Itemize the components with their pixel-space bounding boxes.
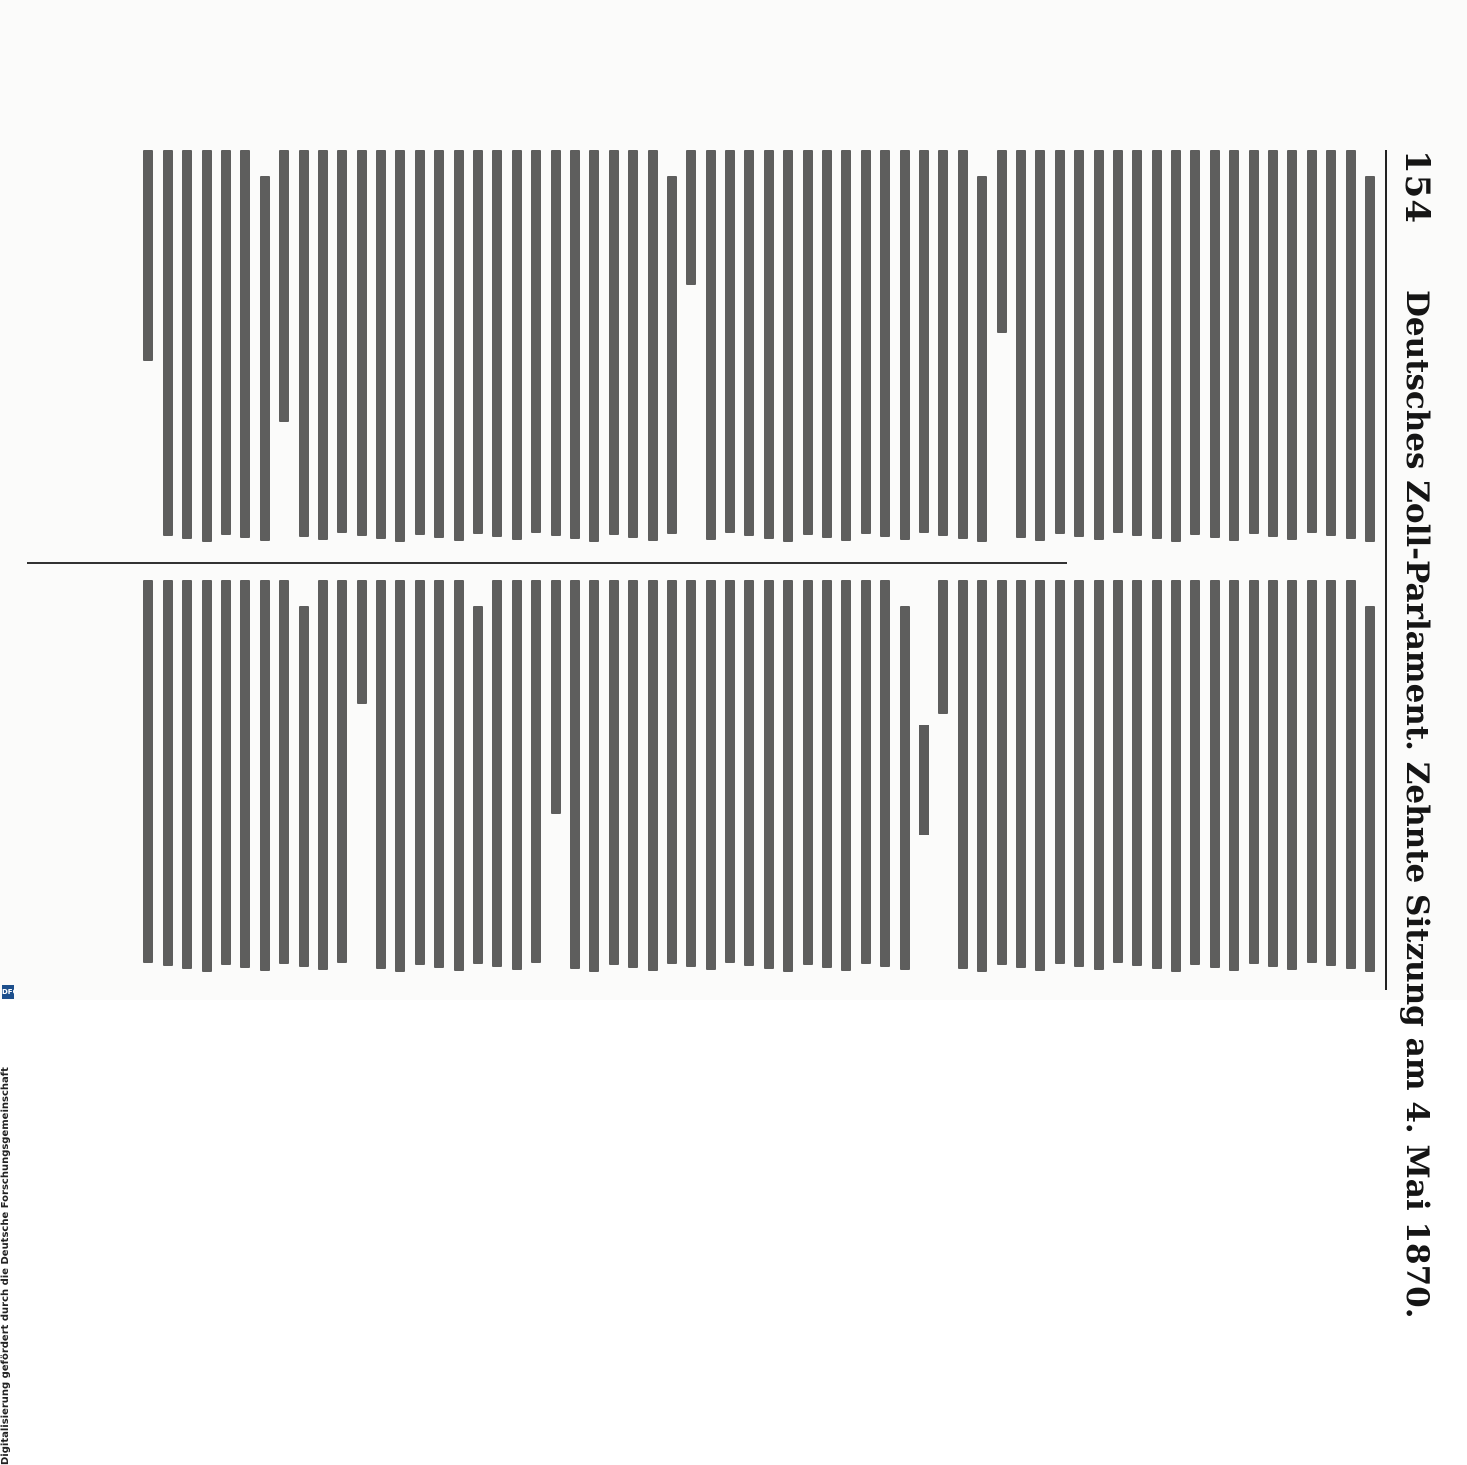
text-line (143, 580, 153, 963)
text-line (202, 580, 212, 972)
text-line (434, 150, 444, 538)
text-line (1287, 150, 1297, 540)
text-line (1152, 580, 1162, 969)
text-line (318, 580, 328, 970)
text-line (240, 580, 250, 968)
text-line (1094, 580, 1104, 970)
text-line (1074, 150, 1084, 537)
text-line (163, 150, 173, 536)
text-line (1016, 580, 1026, 968)
text-line (1307, 580, 1317, 963)
text-line (1190, 580, 1200, 965)
text-line (1249, 150, 1259, 534)
page-header (1389, 150, 1437, 1319)
text-line (337, 580, 347, 963)
text-line (667, 580, 677, 964)
text-line (1346, 150, 1356, 539)
text-line (958, 150, 968, 539)
running-title: Deutsches Zoll-Parlament. Zehnte Sitzung am 4. Mai 1870. (1399, 290, 1435, 1319)
text-line (977, 176, 987, 542)
text-line (531, 580, 541, 963)
text-line (434, 580, 444, 968)
text-line (279, 150, 289, 422)
text-line (182, 150, 192, 539)
text-line (531, 150, 541, 533)
text-line (1055, 580, 1065, 964)
column-divider (27, 562, 1067, 564)
text-line (667, 176, 677, 534)
text-line (570, 150, 580, 539)
text-line (570, 580, 580, 969)
text-line (1113, 150, 1123, 533)
text-line (686, 150, 696, 285)
text-line (648, 580, 658, 971)
text-column-right (125, 580, 1375, 980)
text-column-left (125, 150, 1375, 550)
text-line (764, 150, 774, 539)
text-line (376, 580, 386, 969)
text-line (706, 580, 716, 970)
text-line (725, 150, 735, 533)
header-rule (1385, 150, 1387, 990)
text-line (822, 150, 832, 538)
text-line (861, 580, 871, 964)
text-line (919, 150, 929, 533)
text-line (706, 150, 716, 540)
text-line (512, 150, 522, 540)
text-line (1326, 150, 1336, 536)
text-line (783, 580, 793, 972)
text-line (764, 580, 774, 969)
text-line (1229, 150, 1239, 541)
text-line (997, 580, 1007, 965)
text-line (1326, 580, 1336, 966)
text-line (395, 580, 405, 972)
text-line (202, 150, 212, 542)
text-line (415, 580, 425, 965)
text-line (1152, 150, 1162, 539)
text-line (512, 580, 522, 970)
text-line (648, 150, 658, 541)
text-line (997, 150, 1007, 333)
text-line (1229, 580, 1239, 971)
text-line (1074, 580, 1084, 967)
text-line (551, 150, 561, 536)
text-line (686, 580, 696, 967)
text-line (1268, 580, 1278, 967)
text-line (1190, 150, 1200, 535)
dfg-logo: DFG (2, 985, 14, 999)
text-line (1132, 150, 1142, 536)
text-line (919, 725, 929, 835)
text-line (376, 150, 386, 539)
text-line (628, 580, 638, 968)
text-line (745, 580, 755, 966)
text-line (803, 580, 813, 965)
text-line (1365, 606, 1375, 972)
text-line (318, 150, 328, 540)
text-line (880, 580, 890, 967)
text-line (454, 150, 464, 541)
text-line (1249, 580, 1259, 964)
text-line (1132, 580, 1142, 966)
text-line (492, 150, 502, 537)
text-line (240, 150, 250, 538)
text-line (473, 606, 483, 964)
text-line (1171, 580, 1181, 972)
text-line (1113, 580, 1123, 963)
text-line (1307, 150, 1317, 533)
text-line (609, 150, 619, 535)
text-line (279, 580, 289, 964)
text-line (938, 580, 948, 714)
text-line (861, 150, 871, 534)
text-line (725, 580, 735, 963)
text-line (589, 580, 599, 972)
text-line (337, 150, 347, 533)
text-line (260, 580, 270, 971)
text-line (938, 150, 948, 536)
text-line (745, 150, 755, 536)
text-line (628, 150, 638, 538)
text-line (1268, 150, 1278, 537)
text-line (163, 580, 173, 966)
text-line (299, 150, 309, 537)
text-line (299, 606, 309, 967)
text-line (1035, 150, 1045, 541)
text-line (880, 150, 890, 537)
text-line (357, 580, 367, 704)
text-line (958, 580, 968, 969)
text-line (143, 150, 153, 361)
text-line (589, 150, 599, 542)
text-line (260, 176, 270, 541)
text-line (977, 580, 987, 972)
text-line (1035, 580, 1045, 971)
text-line (841, 150, 851, 541)
text-line (221, 150, 231, 535)
text-line (415, 150, 425, 535)
text-line (609, 580, 619, 965)
text-line (395, 150, 405, 542)
text-line (783, 150, 793, 542)
text-line (551, 580, 561, 814)
text-line (1171, 150, 1181, 542)
text-line (1210, 150, 1220, 538)
text-line (1287, 580, 1297, 970)
text-line (900, 606, 910, 970)
text-line (492, 580, 502, 967)
text-line (1094, 150, 1104, 540)
text-line (900, 150, 910, 540)
text-line (1210, 580, 1220, 968)
text-line (1055, 150, 1065, 534)
text-line (1365, 176, 1375, 542)
text-line (182, 580, 192, 969)
text-line (1016, 150, 1026, 538)
text-line (841, 580, 851, 971)
text-line (357, 150, 367, 536)
text-line (221, 580, 231, 965)
text-line (1346, 580, 1356, 969)
text-line (822, 580, 832, 968)
text-line (454, 580, 464, 971)
text-line (803, 150, 813, 535)
digitization-credit: Digitalisierung gefördert durch die Deutsche Forschungsgemeinschaft (0, 1067, 11, 1465)
page-number: 154 (1397, 150, 1437, 224)
text-line (473, 150, 483, 534)
